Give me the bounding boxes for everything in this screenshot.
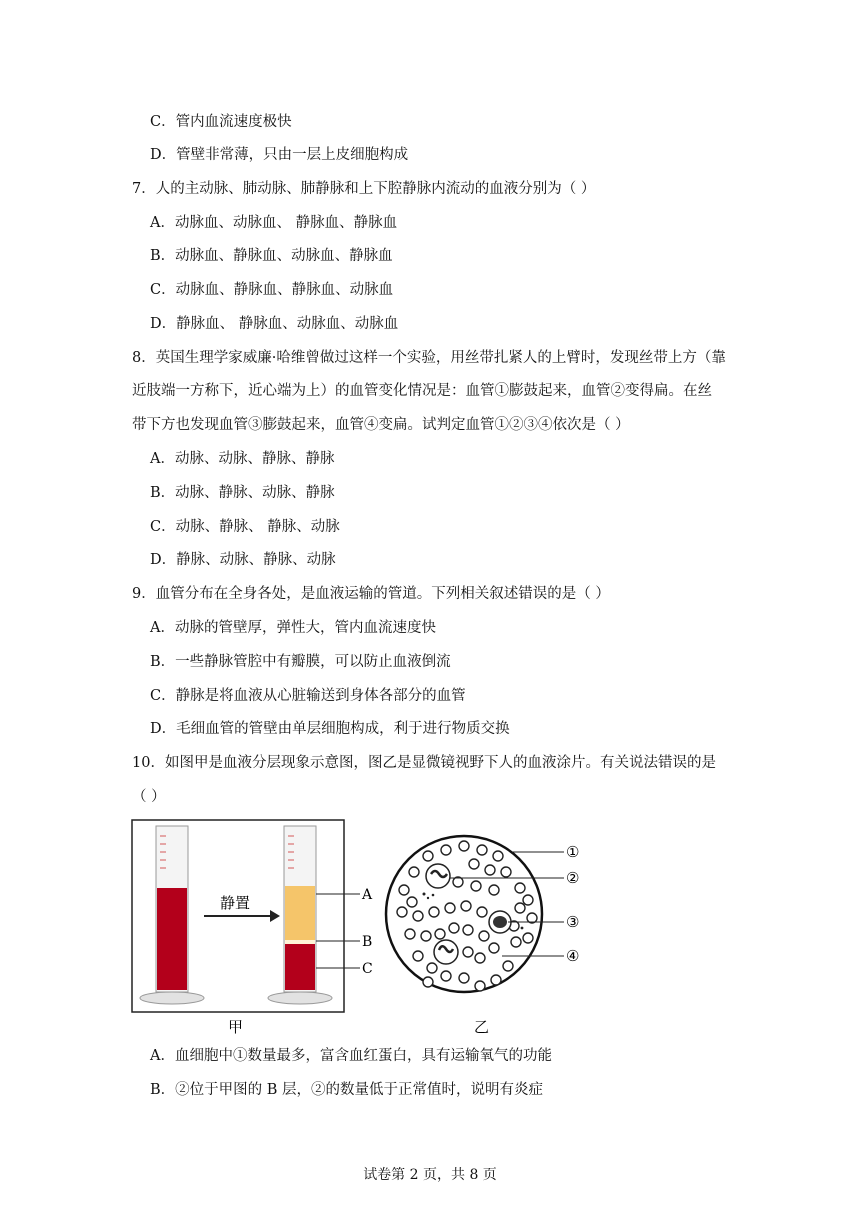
- red-blood-cell: [441, 845, 451, 855]
- red-blood-cell: [523, 933, 533, 943]
- red-blood-cell: [399, 885, 409, 895]
- white-blood-cell-lymphocyte: [489, 911, 511, 933]
- option-line: A．动脉的管壁厚，弹性大，管内血流速度快: [150, 620, 436, 636]
- red-blood-cell: [479, 931, 489, 941]
- caption-yi: 乙: [474, 1018, 490, 1036]
- red-blood-cell: [435, 929, 445, 939]
- blood-figure: [128, 816, 588, 1038]
- red-cell-layer: [285, 944, 315, 990]
- red-blood-cell: [423, 977, 433, 987]
- red-blood-cell: [397, 907, 407, 917]
- option-line: A．血细胞中①数量最多，富含血红蛋白，具有运输氧气的功能: [150, 1048, 552, 1064]
- option-line: A．动脉、动脉、静脉、静脉: [150, 451, 335, 467]
- red-blood-cell: [405, 929, 415, 939]
- question-line: 近肢端一方称下，近心端为上）的血管变化情况是：血管①膨鼓起来，血管②变得扁。在丝: [132, 383, 712, 399]
- question-line: （ ）: [132, 789, 166, 805]
- option-line: C．动脉血、静脉血、静脉血、动脉血: [150, 282, 394, 298]
- white-blood-cell-neutrophil: [426, 864, 450, 888]
- red-blood-cell: [413, 911, 423, 921]
- red-blood-cell: [463, 947, 473, 957]
- red-blood-cell: [501, 867, 511, 877]
- red-blood-cell: [503, 961, 513, 971]
- red-blood-cell: [489, 943, 499, 953]
- red-blood-cell: [463, 925, 473, 935]
- red-blood-cell: [493, 851, 503, 861]
- red-blood-cell: [449, 923, 459, 933]
- plasma-layer: [285, 886, 315, 940]
- red-blood-cell: [409, 867, 419, 877]
- cell-label-1: ①: [566, 843, 580, 861]
- red-blood-cell: [427, 963, 437, 973]
- layer-label-a: A: [362, 887, 373, 903]
- cell-label-4: ④: [566, 947, 580, 965]
- red-blood-cell: [459, 841, 469, 851]
- option-line: C．管内血流速度极快: [150, 114, 292, 130]
- option-line: A．动脉血、动脉血、 静脉血、静脉血: [150, 215, 398, 231]
- red-blood-cell: [429, 907, 439, 917]
- white-blood-cell-monocyte: [434, 940, 458, 964]
- red-blood-cell: [413, 951, 423, 961]
- option-line: D．静脉、动脉、静脉、动脉: [150, 552, 336, 568]
- question-line: 7．人的主动脉、肺动脉、肺静脉和上下腔静脉内流动的血液分别为（ ）: [132, 181, 596, 197]
- red-blood-cell: [421, 931, 431, 941]
- question-line: 10．如图甲是血液分层现象示意图，图乙是显微镜视野下人的血液涂片。有关说法错误的是: [132, 755, 716, 771]
- cylinder-unsettled: [140, 826, 204, 1004]
- red-blood-cell: [459, 973, 469, 983]
- question-line: 8．英国生理学家威廉·哈维曾做过这样一个实验，用丝带扎紧人的上臂时，发现丝带上方（靠: [132, 350, 726, 366]
- layer-label-b: B: [362, 934, 373, 950]
- option-line: B．动脉血、静脉血、动脉血、静脉血: [150, 248, 393, 264]
- red-blood-cell: [477, 907, 487, 917]
- red-blood-cell: [511, 937, 521, 947]
- option-line: D．静脉血、 静脉血、动脉血、动脉血: [150, 316, 399, 332]
- red-blood-cell: [515, 903, 525, 913]
- cell-label-3: ③: [566, 913, 580, 931]
- caption-jia: 甲: [228, 1018, 244, 1036]
- layer-label-c: C: [362, 961, 373, 977]
- red-blood-cell: [485, 865, 495, 875]
- red-blood-cell: [491, 975, 501, 985]
- red-blood-cell: [461, 901, 471, 911]
- red-blood-cell: [471, 881, 481, 891]
- red-blood-cell: [523, 895, 533, 905]
- cell-label-2: ②: [566, 869, 580, 887]
- red-blood-cell: [407, 897, 417, 907]
- blood-figure-svg: [128, 816, 588, 1038]
- red-blood-cell: [475, 953, 485, 963]
- option-line: C．静脉是将血液从心脏输送到身体各部分的血管: [150, 688, 466, 704]
- question-line: 9．血管分布在全身各处，是血液运输的管道。下列相关叙述错误的是（ ）: [132, 586, 610, 602]
- microscope-view: [386, 836, 542, 992]
- option-line: B．一些静脉管腔中有瓣膜，可以防止血液倒流: [150, 654, 451, 670]
- page-footer: 试卷第 2 页，共 8 页: [363, 1167, 497, 1183]
- question-line: 带下方也发现血管③膨鼓起来，血管④变扁。试判定血管①②③④依次是（ ）: [132, 417, 630, 433]
- red-blood-cell: [475, 981, 485, 991]
- option-line: C．动脉、静脉、 静脉、动脉: [150, 519, 340, 535]
- option-line: D．管壁非常薄，只由一层上皮细胞构成: [150, 147, 409, 163]
- buffy-layer: [285, 940, 315, 944]
- red-blood-cell: [515, 883, 525, 893]
- red-blood-cell: [441, 971, 451, 981]
- red-blood-cell: [469, 859, 479, 869]
- option-line: D．毛细血管的管壁由单层细胞构成，利于进行物质交换: [150, 721, 510, 737]
- arrow-label: 静置: [220, 894, 251, 912]
- red-blood-cell: [489, 885, 499, 895]
- red-blood-cell: [423, 851, 433, 861]
- red-blood-cell: [445, 903, 455, 913]
- option-line: B．动脉、静脉、动脉、静脉: [150, 485, 335, 501]
- option-line: B．②位于甲图的 B 层，②的数量低于正常值时，说明有炎症: [150, 1082, 544, 1098]
- red-blood-cell: [477, 845, 487, 855]
